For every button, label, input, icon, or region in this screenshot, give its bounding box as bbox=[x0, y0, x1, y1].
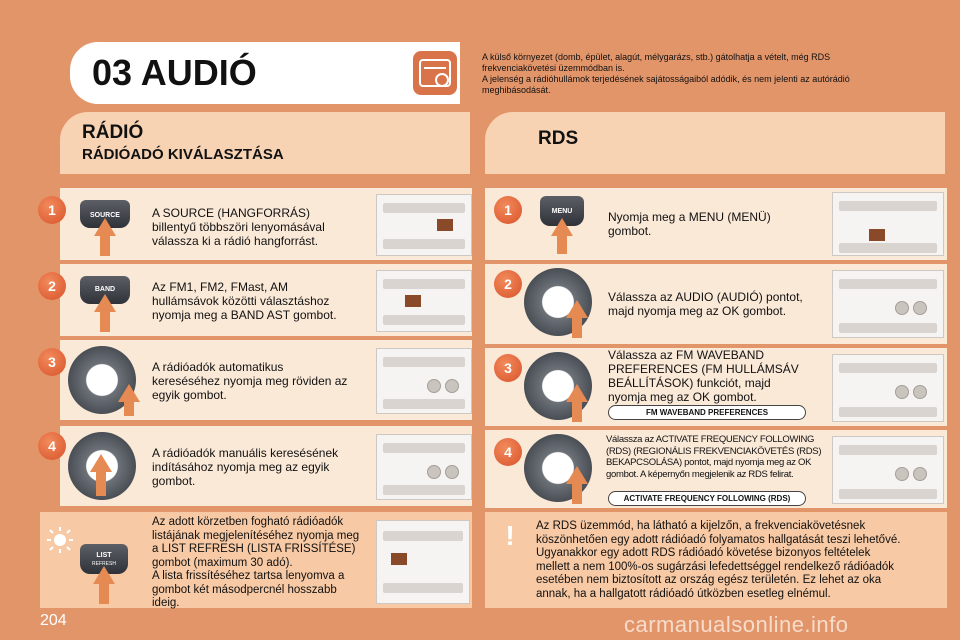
right-step-4-text: Válassza az ACTIVATE FREQUENCY FOLLOWING (RDS) (REGIONÁLIS FREKVENCIAKÖVETÉS (RDS) BEKAPCSOLÁSA) pontot, majd nyomja meg az OK gombot. A képernyőn megjelenik az RDS felirat. bbox=[606, 434, 822, 480]
arrow-stem bbox=[96, 472, 106, 496]
left-step-2-text: Az FM1, FM2, FMast, AM hullámsávok közötti választáshoz nyomja meg a BAND AST gombot. bbox=[152, 280, 337, 322]
step-number: 1 bbox=[38, 196, 66, 224]
left-note-text: Az adott körzetben fogható rádióadók listájának megjelenítéséhez nyomja meg a LIST REFRESH (LISTA FRISSÍTÉSE) gombot (maximum 30 adó). A lista frissítéséhez tartsa lenyomva a gombot két másodpercnél hosszabb ideig. bbox=[152, 516, 360, 609]
radio-unit-image bbox=[376, 520, 470, 604]
watermark: carmanualsonline.info bbox=[624, 612, 849, 637]
arrow-stem bbox=[557, 236, 567, 254]
step-number: 4 bbox=[494, 438, 522, 466]
arrow-up-icon bbox=[118, 384, 140, 402]
list-refresh-button: LIST REFRESH bbox=[80, 544, 128, 574]
arrow-up-icon bbox=[94, 294, 116, 312]
page-number: 204 bbox=[40, 612, 67, 629]
step-number: 2 bbox=[38, 272, 66, 300]
radio-unit-image bbox=[376, 348, 472, 414]
step-number: 4 bbox=[38, 432, 66, 460]
page-title: 03 AUDIÓ bbox=[92, 52, 257, 93]
activate-frequency-following-label: ACTIVATE FREQUENCY FOLLOWING (RDS) bbox=[608, 491, 806, 506]
step-number: 1 bbox=[494, 196, 522, 224]
radio-unit-image bbox=[832, 270, 944, 338]
step-number: 3 bbox=[38, 348, 66, 376]
audio-icon bbox=[412, 50, 458, 96]
arrow-stem bbox=[572, 402, 582, 422]
radio-heading: RÁDIÓ bbox=[82, 122, 144, 143]
arrow-up-icon bbox=[94, 218, 116, 236]
arrow-up-icon bbox=[566, 300, 588, 318]
arrow-up-icon bbox=[93, 566, 115, 584]
radio-unit-image bbox=[376, 434, 472, 500]
radio-unit-image bbox=[832, 354, 944, 422]
radio-unit-image bbox=[832, 192, 944, 256]
intro-text: A külső környezet (domb, épület, alagút, mélygarázs, stb.) gátolhatja a vételt, még RDS frekvenciakövetési üzemmódban is. A jelenség a rádióhullámok terjedésének sajátosságaiból adódik, és nem jelenti az autórádió meghibásodását. bbox=[482, 52, 850, 95]
right-step-1-text: Nyomja meg a MENU (MENÜ) gombot. bbox=[608, 210, 771, 238]
fm-waveband-label: FM WAVEBAND PREFERENCES bbox=[608, 405, 806, 420]
menu-button: MENU bbox=[540, 196, 584, 226]
radio-unit-image bbox=[376, 194, 472, 256]
source-button: SOURCE bbox=[80, 200, 130, 228]
radio-subheading: RÁDIÓADÓ KIVÁLASZTÁSA bbox=[82, 146, 284, 163]
right-step-2-text: Válassza az AUDIO (AUDIÓ) pontot, majd nyomja meg az OK gombot. bbox=[608, 290, 803, 318]
band-button: BAND bbox=[80, 276, 130, 304]
arrow-up-icon bbox=[551, 218, 573, 236]
warning-icon: ! bbox=[505, 520, 515, 551]
arrow-stem bbox=[99, 584, 109, 604]
radio-unit-image bbox=[376, 270, 472, 332]
step-number: 2 bbox=[494, 270, 522, 298]
right-note-text: Az RDS üzemmód, ha látható a kijelzőn, a frekvenciakövetésnek köszönhetően egy adott rádióadó folyamatos hallgatását teszi lehetővé. Ugyanakkor egy adott RDS rádióadó követése bizonyos feltételek mellett a nem 100%-os sugárzási lefedettséggel rendelkező rádióadók esetében nem biztosított az ország egész területén. Ez lehet az oka annak, ha a hallgatott rádióadó útközben esetleg elnémul. bbox=[536, 520, 901, 600]
right-step-3-text: Válassza az FM WAVEBAND PREFERENCES (FM HULLÁMSÁV BEÁLLÍTÁSOK) funkciót, majd nyomja meg az OK gombot. bbox=[608, 348, 799, 404]
arrow-stem bbox=[100, 312, 110, 332]
rds-heading: RDS bbox=[538, 128, 579, 149]
arrow-up-icon bbox=[566, 466, 588, 484]
left-step-4-text: A rádióadók manuális keresésének indításához nyomja meg az egyik gombot. bbox=[152, 446, 339, 488]
arrow-stem bbox=[572, 484, 582, 504]
arrow-stem bbox=[572, 318, 582, 338]
radio-unit-image bbox=[832, 436, 944, 504]
left-step-3-text: A rádióadók automatikus kereséséhez nyomja meg röviden az egyik gombot. bbox=[152, 360, 348, 402]
arrow-stem bbox=[124, 402, 134, 416]
left-step-1-text: A SOURCE (HANGFORRÁS) billentyű többszöri lenyomásával válassza ki a rádió hangforrást. bbox=[152, 206, 325, 248]
sun-icon bbox=[46, 526, 74, 554]
arrow-up-icon bbox=[566, 384, 588, 402]
arrow-up-icon bbox=[90, 454, 112, 472]
step-number: 3 bbox=[494, 354, 522, 382]
arrow-stem bbox=[100, 236, 110, 256]
